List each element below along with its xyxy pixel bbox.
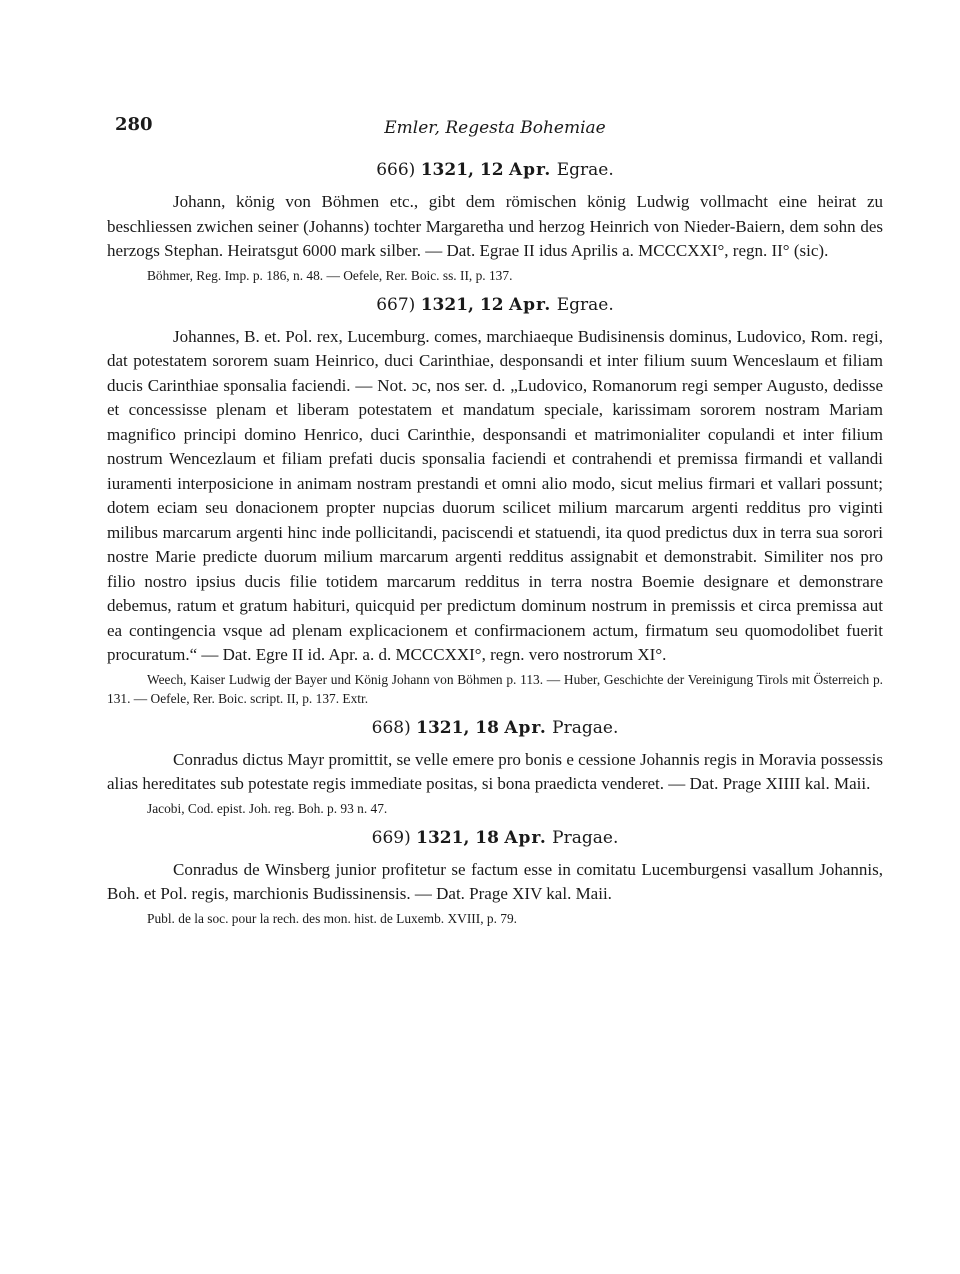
regest-entry <box>107 718 883 818</box>
entry-heading <box>107 295 883 315</box>
entry-number: 669) <box>371 827 411 848</box>
entry-date: 1321, 12 <box>420 160 504 180</box>
entry-place: Egrae. <box>556 294 614 315</box>
entry-source: Jacobi, Cod. epist. Joh. reg. Boh. p. 93 n. 47. <box>147 800 388 816</box>
entry-heading <box>107 828 883 848</box>
entry-date: 1321, 18 <box>416 717 499 738</box>
entry-heading <box>107 160 883 180</box>
entry-text: Conradus de Winsberg junior profitetur se factum esse in comitatu Lucemburgensi vasallum Johannis, Boh. et Pol. regis, marchionis Budissinensis. — Dat. Prage XIV kal. Maii. <box>107 859 883 903</box>
entry-text: Conradus dictus Mayr promittit, se velle emere pro bonis e cessione Johannis regis in Moravia possessis alias hereditates sub potestate regis immediate positas, si bona praedicta venderet. — Dat. Prage XIIII kal. Maii. <box>107 749 883 793</box>
entry-month: Apr. <box>504 717 547 738</box>
entry-source: Böhmer, Reg. Imp. p. 186, n. 48. — Oefele, Rer. Boic. ss. II, p. 137. <box>147 267 513 283</box>
entry-text: Johann, könig von Böhmen etc., gibt dem römischen könig Ludwig vollmacht eine heirat zu beschliessen zwichen seiner (Johanns) tochter Margaretha und herzog Heinrich von Nieder-Baiern, dem sohn des herzogs Stephan. Heiratsgut 6000 mark silber. — Dat. Egrae II idus Aprilis a. MCCCXXI°, regn. II° (sic). <box>107 192 883 260</box>
regest-entry <box>107 160 883 285</box>
entry-month: Apr. <box>508 294 552 315</box>
entry-number: 667) <box>376 294 416 315</box>
entry-number: 668) <box>371 717 411 738</box>
entry-place: Pragae. <box>552 717 619 738</box>
running-head <box>107 114 883 142</box>
entry-date: 1321, 18 <box>416 827 499 848</box>
entry-place: Egrae. <box>556 160 614 180</box>
entry-source: Publ. de la soc. pour la rech. des mon. hist. de Luxemb. XVIII, p. 79. <box>147 910 518 926</box>
page-number: 280 <box>115 114 153 135</box>
entry-source: Weech, Kaiser Ludwig der Bayer und König Johann von Böhmen p. 113. — Huber, Geschichte der Vereinigung Tirols mit Österreich p. 131. — Oefele, Rer. Boic. script. II, p. 137. Extr. <box>107 671 883 706</box>
entry-month: Apr. <box>508 160 552 180</box>
entry-number: 666) <box>376 160 416 180</box>
entry-text: Johannes, B. et. Pol. rex, Lucemburg. comes, marchiaeque Budisinensis dominus, Ludovico, Rom. regi, dat potestatem sororem suam Heinrico, duci Carinthiae, desponsandi et inter filium suum Wenceslaum et filiam ducis Carinthiae sponsalia faciendi. — Not. ɔc, nos ser. d. „Ludovico, Romanorum regi semper Augusto, dedisse et concessisse plenam et liberam potestatem et mandatum speciale, karissimam sororem nostram Mariam magnifico principi domino Henrico, duci Carinthie, desponsandi et matrimonialiter copulandi et inter filium nostrum Wencezlaum et filiam prefati ducis sponsalia faciendi et contrahendi et premissa firmandi et vallandi iuramenti interposicione in animam nostram prestandi et omni alio modo, sicut melius firmari et vallari possunt; dotem eciam seu donacionem propter nupcias duorum scilicet milium marcarum argenti redditus pro viginti milibus marcarum argenti hinc inde pollicitandi, paciscendi et statuendi, ita quod predictus dux in terra sua sorori nostre Marie predicte duorum milium marcarum argenti redditus assignabit et demonstrabit. Similiter nos pro filio nostro ipsius ducis filie totidem marcarum redditus in terra nostra Boemie designare et demonstrare debemus, ratum et gratum habituri, quicquid per predictum dominum nostrum in premissis et circa premissa aut ea contingencia vsque ad plenam explicacionem et confirmacionem actum, firmatum seu quomodolibet fuerit procuratum.“ — Dat. Egre II id. Apr. a. d. MCCCXXI°, regn. vero nostrorum XI°. <box>107 326 883 664</box>
entry-heading <box>107 718 883 738</box>
regest-entry <box>107 295 883 708</box>
entry-month: Apr. <box>504 827 547 848</box>
document-page <box>107 114 883 938</box>
entry-place: Pragae. <box>552 827 619 848</box>
header-title: Emler, Regesta Bohemiae <box>384 118 606 138</box>
regest-entry <box>107 828 883 928</box>
entry-date: 1321, 12 <box>420 294 504 315</box>
